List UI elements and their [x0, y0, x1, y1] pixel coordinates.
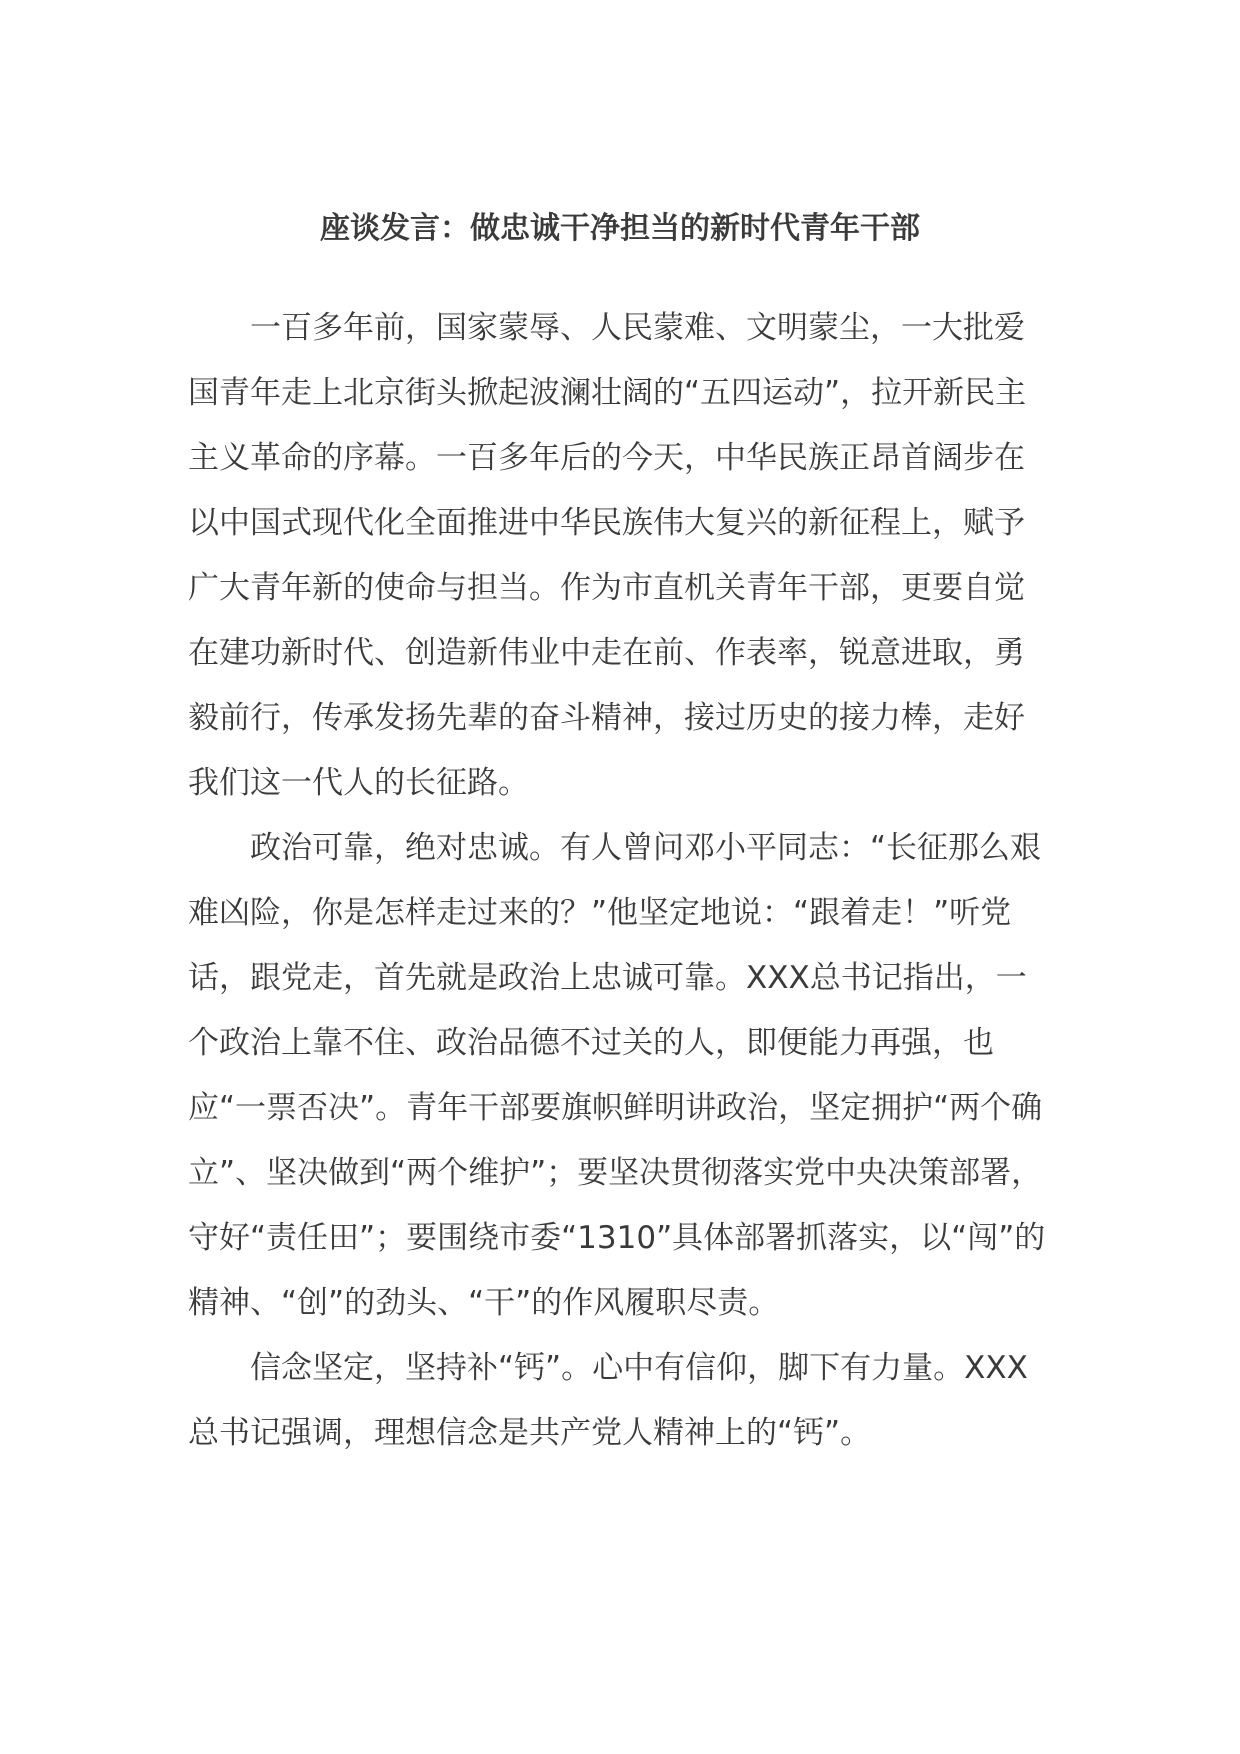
- document-body: [188, 296, 1048, 1466]
- paragraph-firm-belief: 信念坚定，坚持补“钙”。心中有信仰，脚下有力量。XXX总书记强调，理想信念是共产党人精神上的“钙”。: [188, 1350, 1028, 1451]
- paragraph-political-loyalty: 政治可靠，绝对忠诚。有人曾问邓小平同志：“长征那么艰难凶险，你是怎样走过来的？”他坚定地说：“跟着走！”听党话，跟党走，首先就是政治上忠诚可靠。XXX总书记指出，一个政治上靠不住、政治品德不过关的人，即便能力再强，也应“一票否决”。青年干部要旗帜鲜明讲政治，坚定拥护“两个确立”、坚决做到“两个维护”；要坚决贯彻落实党中央决策部署，守好“责任田”；要围绕市委“1310”具体部署抓落实，以“闯”的精神、“创”的劲头、“干”的作风履职尽责。: [188, 830, 1046, 1321]
- document-title: 座谈发言：做忠诚干净担当的新时代青年干部: [320, 211, 920, 246]
- paragraph-intro: 一百多年前，国家蒙辱、人民蒙难、文明蒙尘，一大批爱国青年走上北京街头掀起波澜壮阔的“五四运动”，拉开新民主主义革命的序幕。一百多年后的今天，中华民族正昂首阔步在以中国式现代化全面推进中华民族伟大复兴的新征程上，赋予广大青年新的使命与担当。作为市直机关青年干部，更要自觉在建功新时代、创造新伟业中走在前、作表率，锐意进取，勇毅前行，传承发扬先辈的奋斗精神，接过历史的接力棒，走好我们这一代人的长征路。: [188, 310, 1027, 801]
